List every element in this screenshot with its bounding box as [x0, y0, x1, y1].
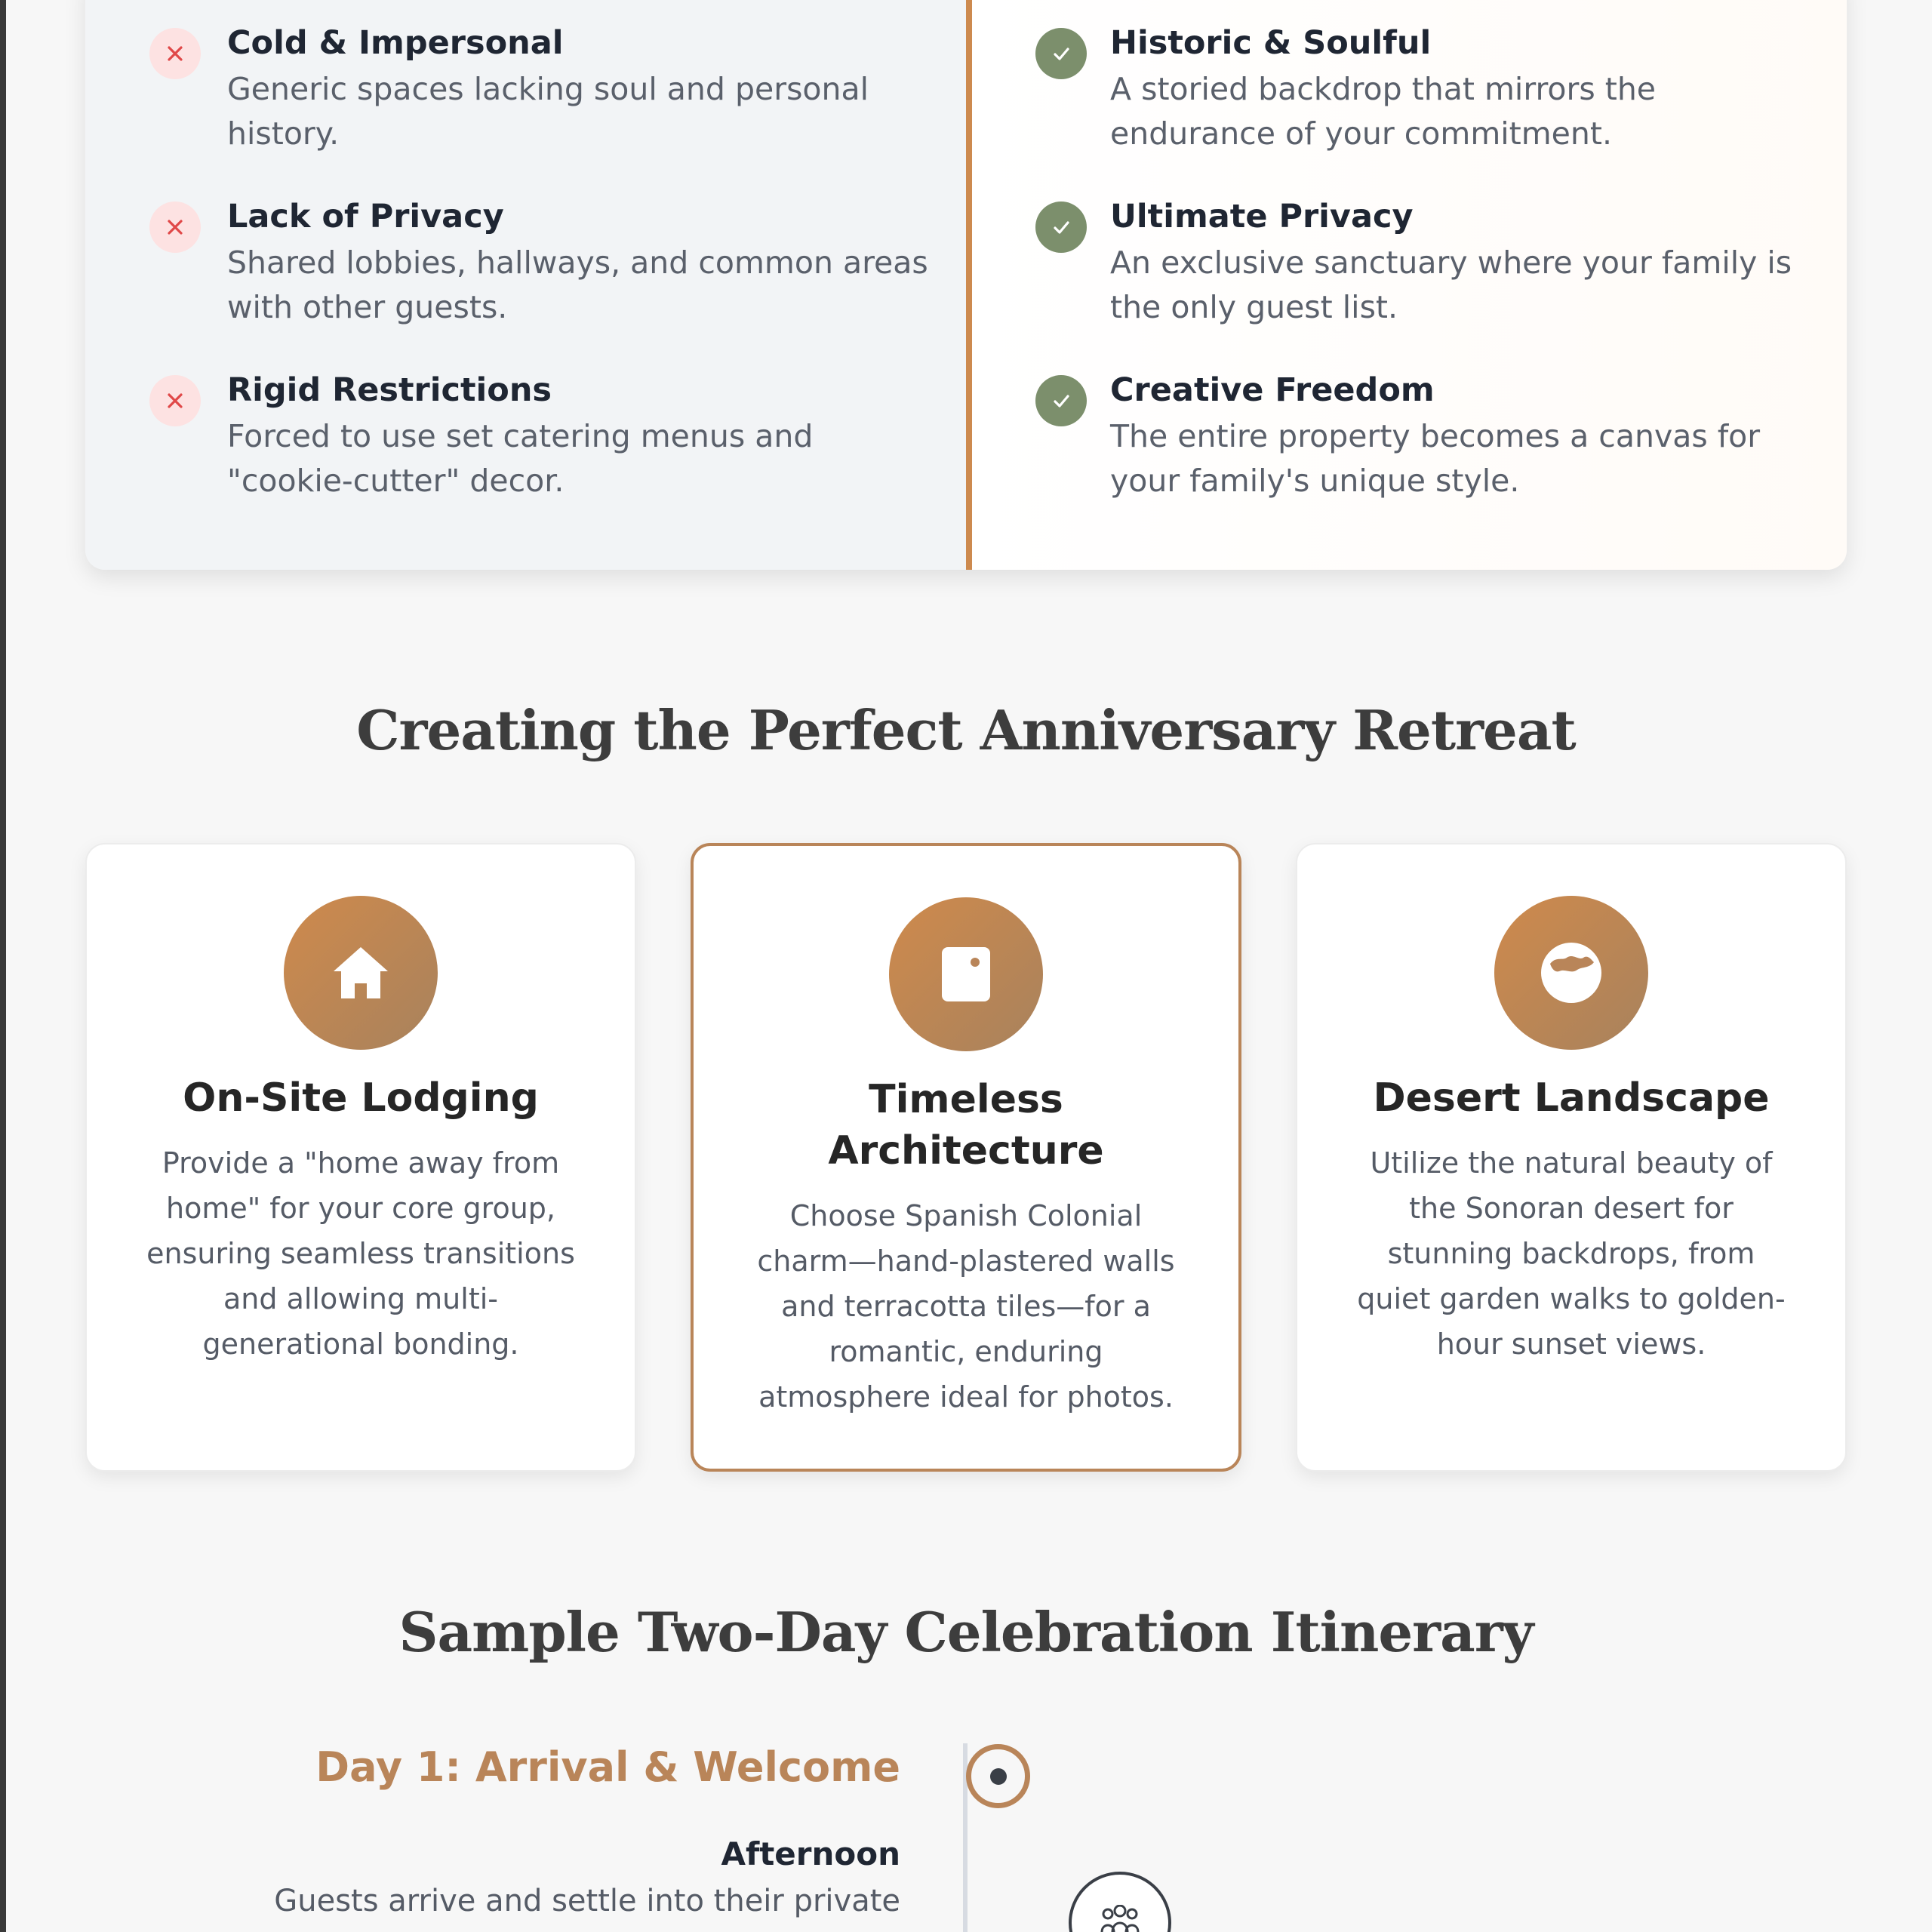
comparison-card	[85, 0, 1847, 570]
pros-item-title: Ultimate Privacy	[1110, 198, 1414, 235]
feature-desc: Utilize the natural beauty of the Sonoran desert for stunning backdrops, from quiet garden walks to golden-hour sunset views.	[1357, 1146, 1786, 1361]
pros-item-title: Historic & Soulful	[1110, 24, 1432, 62]
feature-card-lodging	[85, 843, 636, 1472]
x-icon	[149, 375, 201, 426]
feature-desc: Choose Spanish Colonial charm—hand-plastered walls and terracotta tiles—for a romantic, enduring atmosphere ideal for photos.	[757, 1199, 1175, 1414]
retreat-heading: Creating the Perfect Anniversary Retreat	[356, 698, 1576, 762]
family-icon	[1069, 1872, 1171, 1932]
cons-item-title: Lack of Privacy	[227, 198, 504, 235]
feature-card-landscape	[1296, 843, 1847, 1472]
time-slot-desc: Guests arrive and settle into their private	[274, 1884, 900, 1918]
pros-item-title: Creative Freedom	[1110, 371, 1435, 409]
feature-title: Timeless Architecture	[828, 1077, 1104, 1174]
cons-item-desc: Forced to use set catering menus and "cookie-cutter" decor.	[227, 418, 814, 499]
pros-item-desc: The entire property becomes a canvas for your family's unique style.	[1110, 418, 1761, 499]
column-divider	[966, 0, 972, 570]
x-icon	[149, 202, 201, 253]
cons-item-desc: Generic spaces lacking soul and personal history.	[227, 71, 869, 152]
timeline-marker	[966, 1744, 1030, 1808]
cons-item-title: Rigid Restrictions	[227, 371, 552, 409]
pros-item-desc: A storied backdrop that mirrors the endurance of your commitment.	[1110, 71, 1657, 152]
check-icon	[1035, 202, 1087, 253]
feature-title: Desert Landscape	[1373, 1075, 1770, 1121]
x-icon	[149, 28, 201, 79]
day-title: Day 1: Arrival & Welcome	[315, 1743, 900, 1791]
cons-item-desc: Shared lobbies, hallways, and common areas with other guests.	[227, 245, 928, 325]
check-icon	[1035, 375, 1087, 426]
cons-column	[85, 0, 966, 570]
home-icon	[284, 896, 438, 1050]
cons-item-title: Cold & Impersonal	[227, 24, 564, 62]
check-icon	[1035, 28, 1087, 79]
feature-card-architecture	[691, 843, 1241, 1472]
feature-title: On-Site Lodging	[183, 1075, 539, 1121]
pros-column	[972, 0, 1847, 570]
door-icon	[889, 897, 1043, 1051]
pros-item-desc: An exclusive sanctuary where your family is the only guest list.	[1110, 245, 1792, 325]
marker-dot	[990, 1768, 1007, 1785]
itinerary-heading: Sample Two-Day Celebration Itinerary	[398, 1600, 1534, 1664]
feature-desc: Provide a "home away from home" for your core group, ensuring seamless transitions and allowing multi-generational bonding.	[146, 1146, 575, 1361]
landscape-icon	[1494, 896, 1648, 1050]
time-slot-title: Afternoon	[721, 1835, 900, 1872]
